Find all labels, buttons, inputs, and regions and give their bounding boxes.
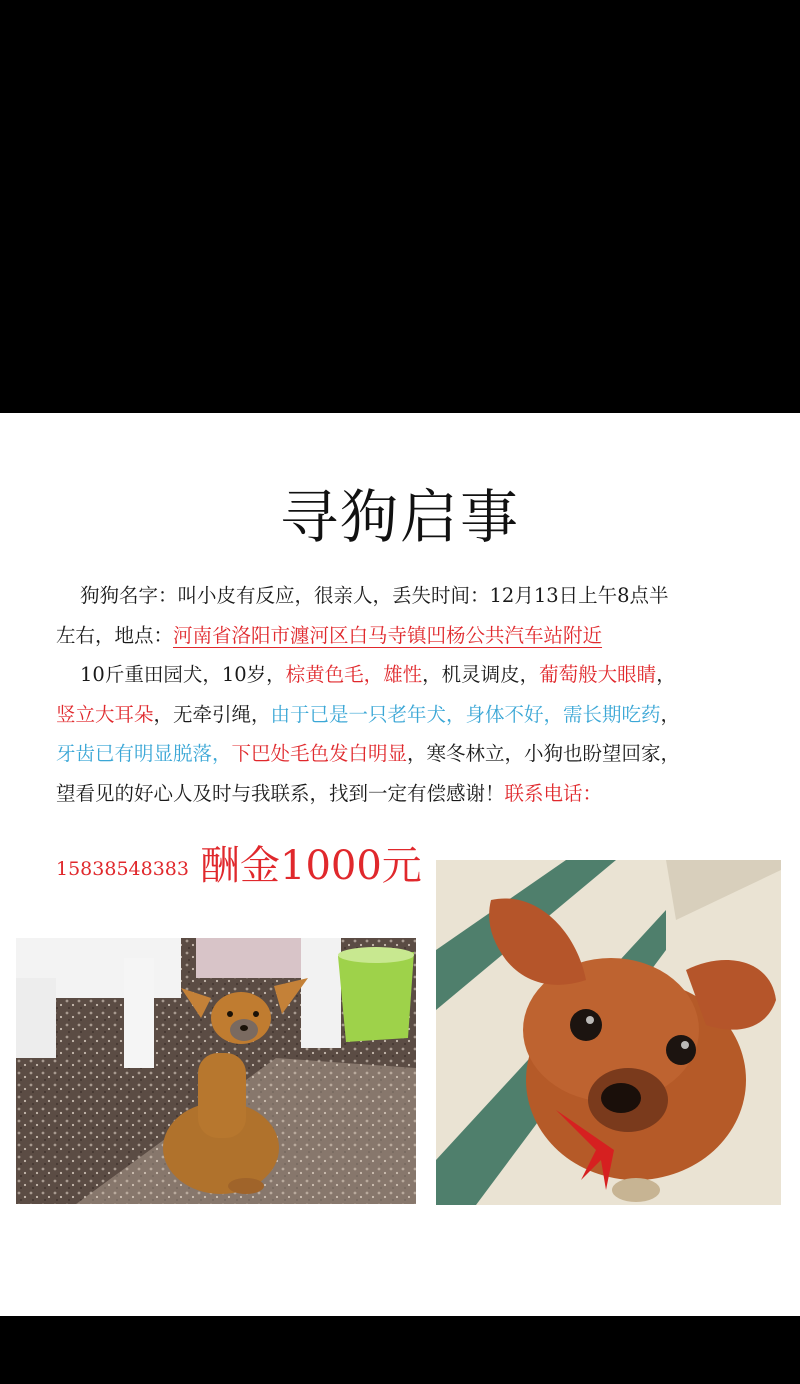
bottom-black-bar xyxy=(0,1316,800,1384)
description-line-3 xyxy=(56,655,768,695)
dog-photo-closeup xyxy=(436,860,781,1205)
leash-text: ，无牵引绳， xyxy=(153,702,271,726)
contact-label: 联系电话： xyxy=(504,781,603,805)
comma-text: ， xyxy=(660,702,681,726)
name-and-time-text: 狗狗名字：叫小皮有反应，很亲人，丢失时间：12月13日上午8点半 xyxy=(80,584,669,607)
contact-phone[interactable]: 15838548383 xyxy=(56,858,189,880)
health-text: 由于已是一只老年犬，身体不好，需长期吃药 xyxy=(270,702,661,726)
personality-text: ，机灵调皮， xyxy=(422,663,540,687)
description-text xyxy=(56,576,768,814)
plea-text: ，寒冬林立，小狗也盼望回家， xyxy=(407,742,681,766)
description-line-4 xyxy=(56,695,768,735)
breed-age-text: 10斤重田园犬，10岁， xyxy=(80,663,286,687)
location-label: 左右，地点： xyxy=(56,623,174,647)
top-black-bar xyxy=(0,0,800,413)
comma-text: ， xyxy=(656,663,676,687)
chin-text: 下巴处毛色发白明显 xyxy=(231,742,408,766)
dog-photo-sitting xyxy=(16,938,416,1204)
teeth-text: 牙齿已有明显脱落， xyxy=(56,742,232,766)
fur-sex-text: 棕黄色毛，雄性 xyxy=(285,663,423,687)
description-line-6 xyxy=(56,774,768,814)
reward-amount: 酬金1000元 xyxy=(200,843,422,889)
description-line-5 xyxy=(56,734,768,774)
thanks-text: 望看见的好心人及时与我联系，找到一定有偿感谢！ xyxy=(56,781,505,805)
description-line-1 xyxy=(56,576,768,616)
ears-text: 竖立大耳朵 xyxy=(56,702,154,726)
poster-title: 寻狗启事 xyxy=(279,483,520,551)
description-line-2 xyxy=(56,616,768,656)
eyes-text: 葡萄般大眼睛 xyxy=(539,663,657,687)
location-address: 河南省洛阳市瀍河区白马寺镇凹杨公共汽车站附近 xyxy=(173,623,603,647)
